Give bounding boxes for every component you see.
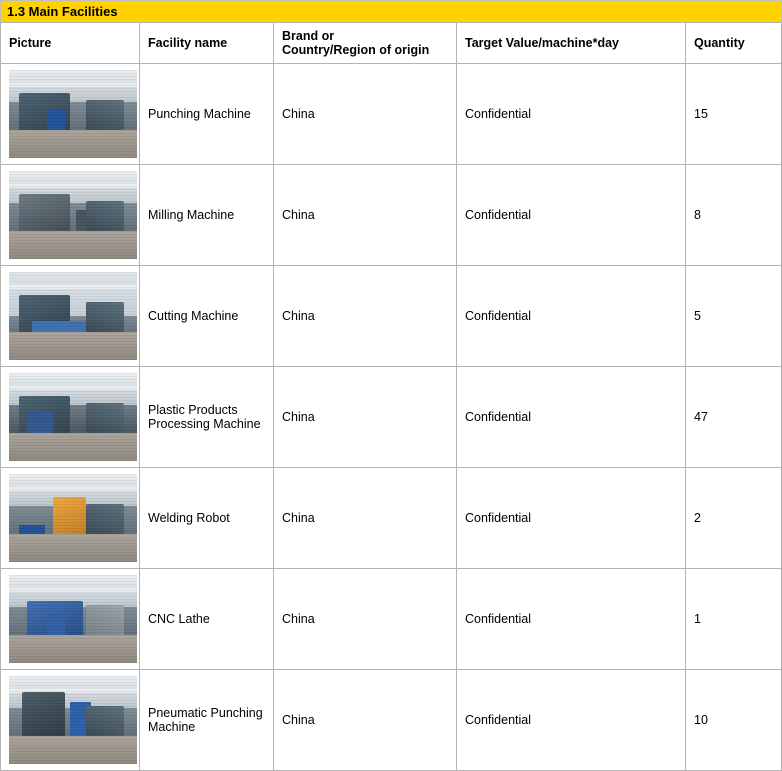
facility-origin-cell: China [274,670,457,771]
facility-picture-cell [1,266,140,367]
punching-machine-photo [9,70,137,158]
column-header-target-value: Target Value/machine*day [457,23,686,64]
column-header-origin-line1: Brand or [282,29,335,43]
facility-picture-cell [1,165,140,266]
facility-origin-cell: China [274,165,457,266]
column-header-origin [274,23,457,64]
table-row [1,670,782,771]
facility-name-cell: Cutting Machine [140,266,274,367]
table-header-row [1,23,782,64]
column-header-quantity: Quantity [686,23,782,64]
facility-name-cell: Plastic Products Processing Machine [140,367,274,468]
facility-picture-cell [1,670,140,771]
facility-name-cell: Welding Robot [140,468,274,569]
facility-origin-cell: China [274,64,457,165]
table-row [1,367,782,468]
facility-name-cell: Punching Machine [140,64,274,165]
facility-target-value-cell: Confidential [457,64,686,165]
facility-quantity-cell: 8 [686,165,782,266]
facility-quantity-cell: 2 [686,468,782,569]
cnc-lathe-photo [9,575,137,663]
facility-name-cell: Pneumatic Punching Machine [140,670,274,771]
facility-name-cell: CNC Lathe [140,569,274,670]
facility-target-value-cell: Confidential [457,367,686,468]
facility-target-value-cell: Confidential [457,670,686,771]
facility-picture-cell [1,569,140,670]
facility-target-value-cell: Confidential [457,266,686,367]
facility-target-value-cell: Confidential [457,569,686,670]
facility-name-cell: Milling Machine [140,165,274,266]
welding-robot-photo [9,474,137,562]
table-row [1,64,782,165]
milling-machine-photo [9,171,137,259]
facility-origin-cell: China [274,367,457,468]
column-header-picture: Picture [1,23,140,64]
facility-picture-cell [1,468,140,569]
table-row [1,468,782,569]
facility-quantity-cell: 1 [686,569,782,670]
table-row [1,266,782,367]
plastic-products-processing-machine-photo [9,373,137,461]
pneumatic-punching-machine-photo [9,676,137,764]
facility-quantity-cell: 5 [686,266,782,367]
facility-quantity-cell: 47 [686,367,782,468]
cutting-machine-photo [9,272,137,360]
facility-picture-cell [1,64,140,165]
table-row [1,165,782,266]
facility-quantity-cell: 15 [686,64,782,165]
section-title: 1.3 Main Facilities [0,0,782,22]
facility-origin-cell: China [274,569,457,670]
column-header-origin-line2: Country/Region of origin [282,43,430,57]
main-facilities-table [0,22,782,771]
facility-origin-cell: China [274,266,457,367]
facility-target-value-cell: Confidential [457,165,686,266]
table-row [1,569,782,670]
facility-picture-cell [1,367,140,468]
facility-origin-cell: China [274,468,457,569]
facility-quantity-cell: 10 [686,670,782,771]
facility-target-value-cell: Confidential [457,468,686,569]
column-header-facility-name: Facility name [140,23,274,64]
